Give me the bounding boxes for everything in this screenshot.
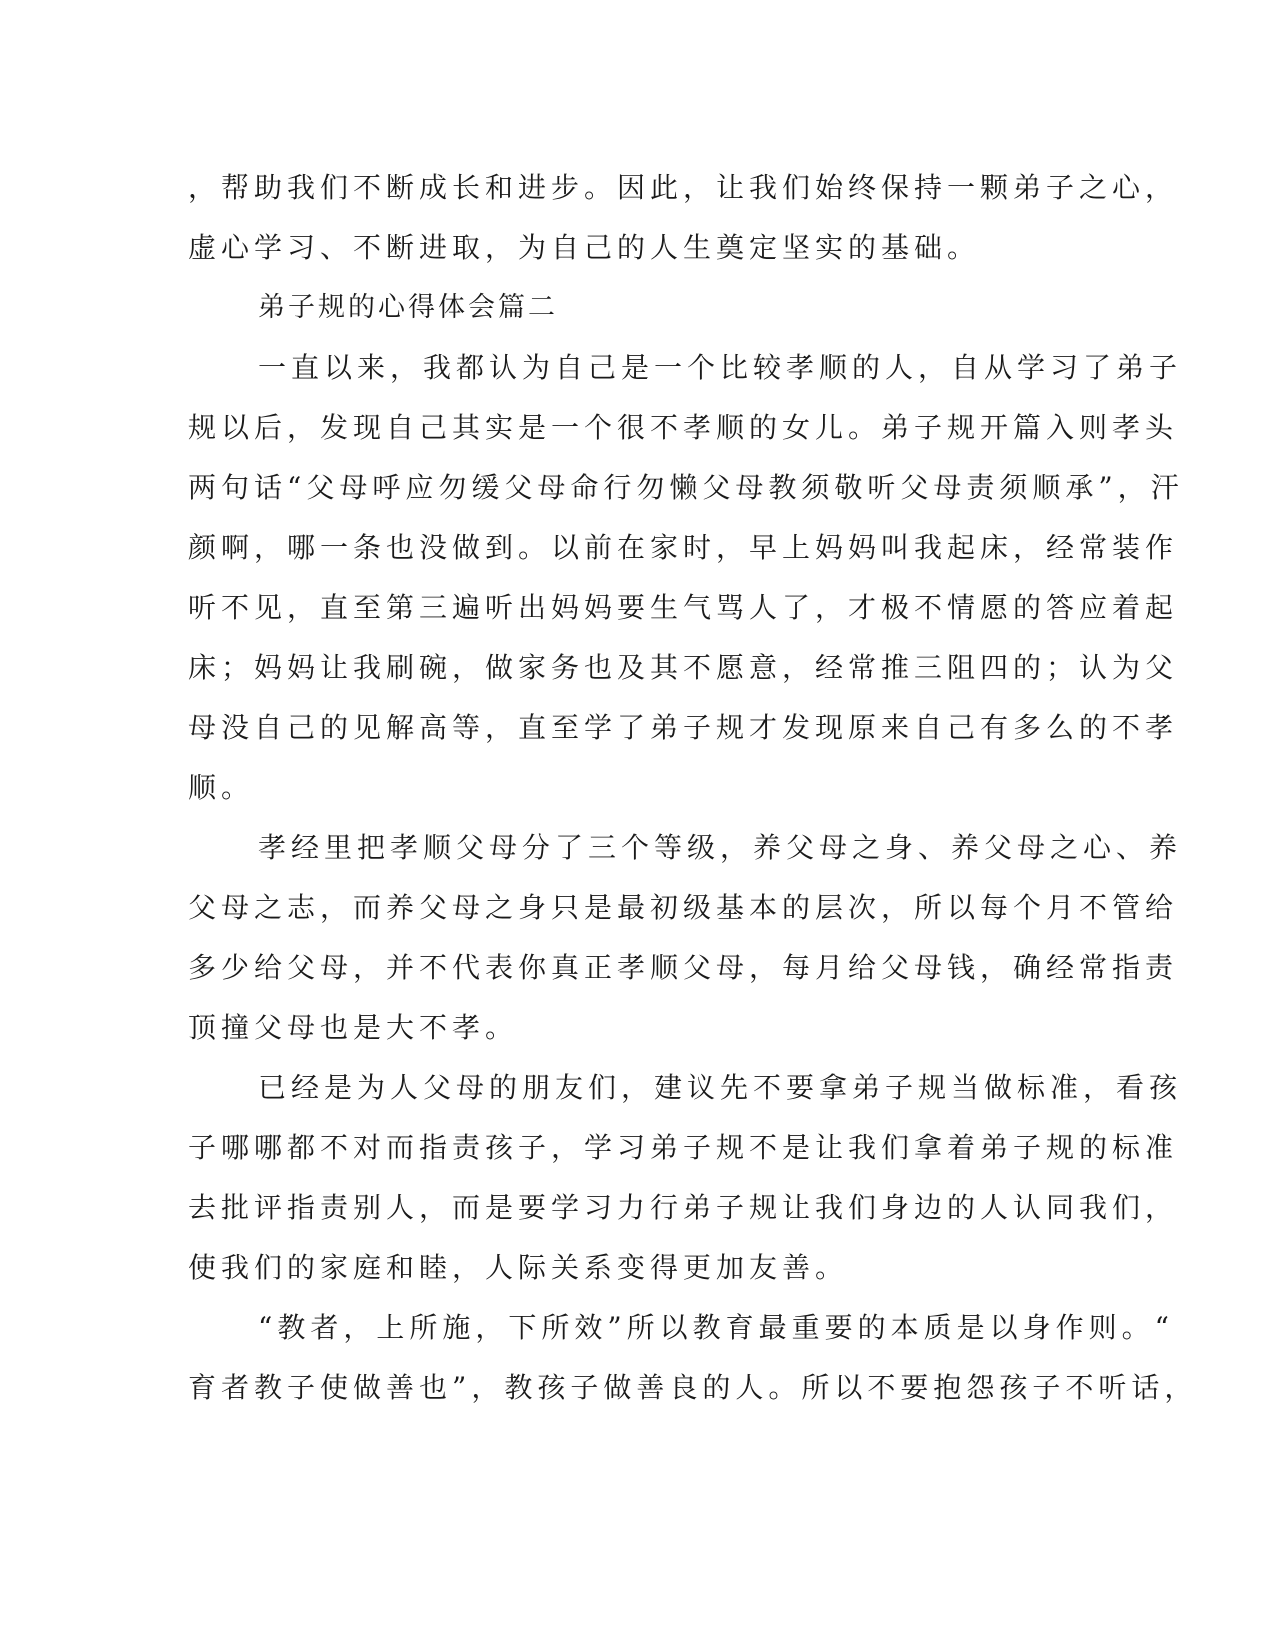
paragraph bbox=[188, 1058, 1183, 1298]
text-line: 顺。 bbox=[188, 771, 255, 804]
paragraph-continuation bbox=[188, 158, 1179, 278]
text-line: 规以后，发现自己其实是一个很不孝顺的女儿。弟子规开篇入则孝头 bbox=[188, 411, 1179, 444]
text-line: “教者，上所施，下所效”所以教育最重要的本质是以身作则。“ bbox=[258, 1311, 1174, 1344]
text-line: 一直以来，我都认为自己是一个比较孝顺的人，自从学习了弟子 bbox=[258, 351, 1183, 384]
paragraph bbox=[188, 338, 1184, 818]
text-line: 母没自己的见解高等，直至学了弟子规才发现原来自己有多么的不孝 bbox=[188, 711, 1179, 744]
text-line: 孝经里把孝顺父母分了三个等级，养父母之身、养父母之心、养 bbox=[258, 831, 1183, 864]
text-line: 使我们的家庭和睦，人际关系变得更加友善。 bbox=[188, 1251, 849, 1284]
text-line: ，帮助我们不断成长和进步。因此，让我们始终保持一颗弟子之心， bbox=[188, 171, 1179, 204]
text-line: 育者教子使做善也”，教孩子做善良的人。所以不要抱怨孩子不听话， bbox=[188, 1371, 1198, 1404]
text-line: 听不见，直至第三遍听出妈妈要生气骂人了，才极不情愿的答应着起 bbox=[188, 591, 1179, 624]
text-line: 虚心学习、不断进取，为自己的人生奠定坚实的基础。 bbox=[188, 231, 981, 264]
paragraph bbox=[188, 1298, 1198, 1418]
document-body bbox=[188, 158, 1198, 1418]
paragraph bbox=[188, 818, 1183, 1058]
text-line: 床；妈妈让我刷碗，做家务也及其不愿意，经常推三阻四的；认为父 bbox=[188, 651, 1179, 684]
text-line: 去批评指责别人，而是要学习力行弟子规让我们身边的人认同我们， bbox=[188, 1191, 1179, 1224]
text-line: 颜啊，哪一条也没做到。以前在家时，早上妈妈叫我起床，经常装作 bbox=[188, 531, 1179, 564]
text-line: 多少给父母，并不代表你真正孝顺父母，每月给父母钱，确经常指责 bbox=[188, 951, 1179, 984]
text-line: 父母之志，而养父母之身只是最初级基本的层次，所以每个月不管给 bbox=[188, 891, 1179, 924]
text-line: 两句话“父母呼应勿缓父母命行勿懒父母教须敬听父母责须顺承”，汗 bbox=[188, 471, 1184, 504]
text-line: 顶撞父母也是大不孝。 bbox=[188, 1011, 519, 1044]
text-line: 已经是为人父母的朋友们，建议先不要拿弟子规当做标准，看孩 bbox=[258, 1071, 1183, 1104]
heading-text: 弟子规的心得体会篇二 bbox=[258, 292, 558, 323]
text-line: 子哪哪都不对而指责孩子，学习弟子规不是让我们拿着弟子规的标准 bbox=[188, 1131, 1179, 1164]
section-heading bbox=[188, 278, 1073, 338]
